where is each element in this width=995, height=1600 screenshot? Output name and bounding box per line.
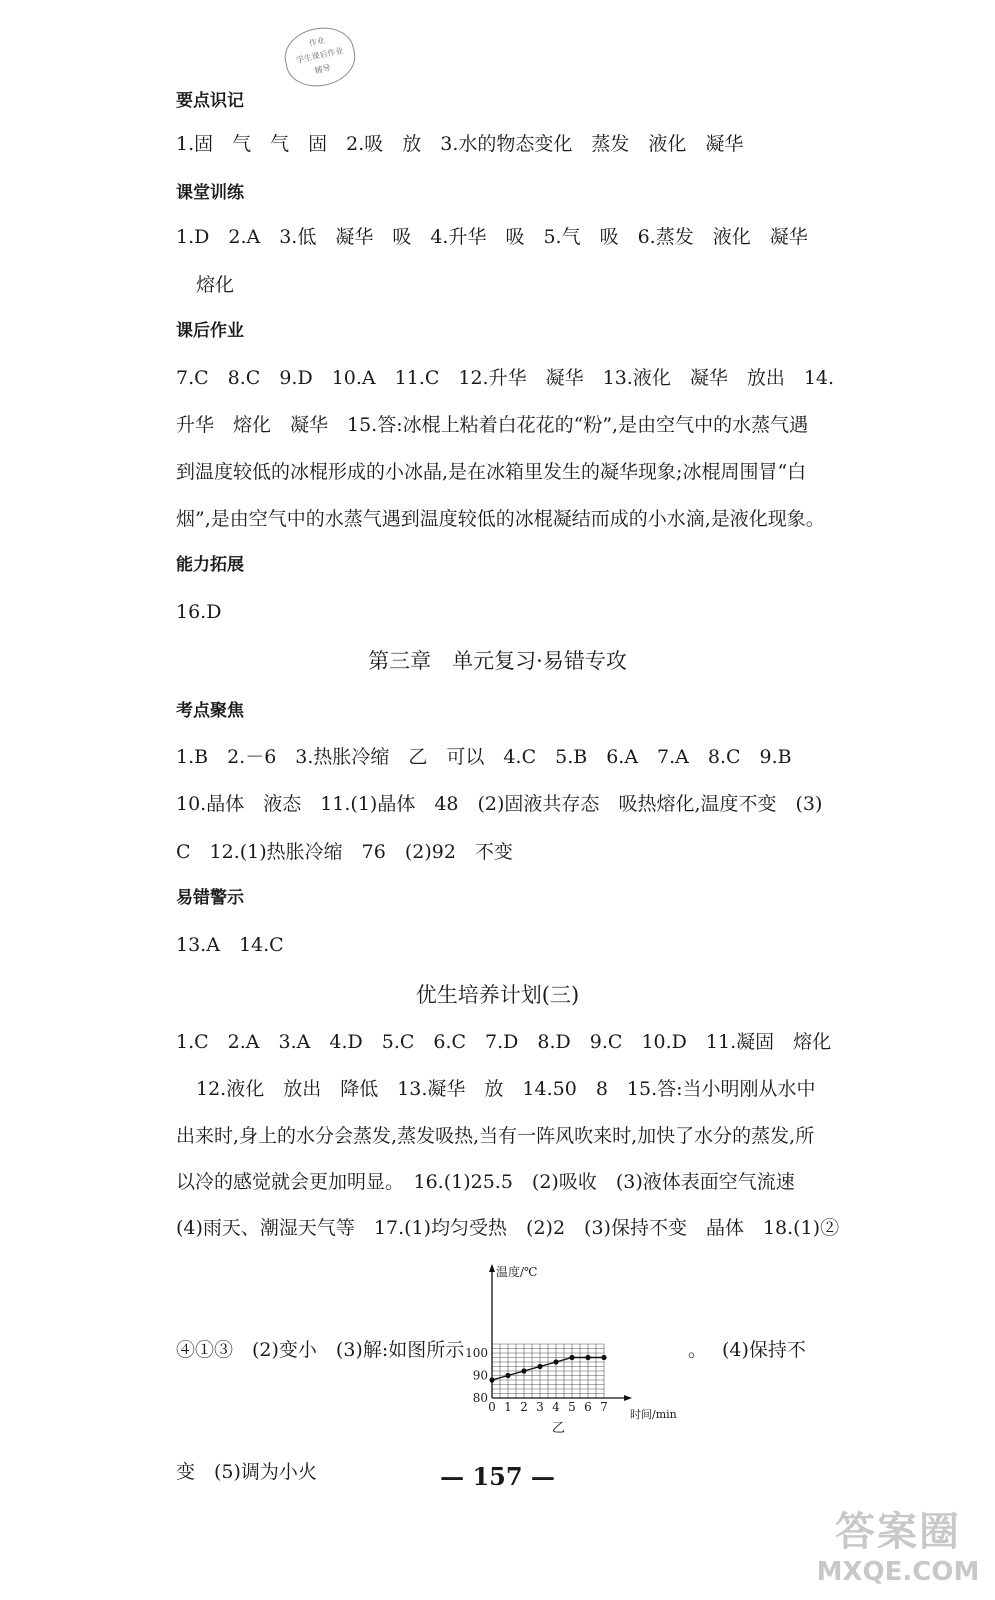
answer-line: 1.固 气 气 固 2.吸 放 3.水的物态变化 蒸发 液化 凝华: [176, 133, 744, 155]
answer-line: 变 (5)调为小火: [176, 1461, 317, 1483]
answer-line: (4)雨天、潮湿天气等 17.(1)均匀受热 (2)2 (3)保持不变 晶体 18.(1)②: [176, 1217, 840, 1239]
data-point: [505, 1373, 510, 1378]
answer-line: 13.A 14.C: [176, 934, 284, 956]
chart-x-axis-label: 时间/min: [630, 1408, 677, 1421]
x-tick-label: 7: [600, 1400, 608, 1414]
x-tick-label: 6: [584, 1400, 592, 1414]
answer-line: 到温度较低的冰棍形成的小冰晶,是在冰箱里发生的凝华现象;冰棍周围冒“白: [176, 461, 807, 483]
answer-line: 10.晶体 液态 11.(1)晶体 48 (2)固液共存态 吸热熔化,温度不变 (3): [176, 793, 823, 815]
heading-ability-extension: 能力拓展: [176, 555, 244, 575]
answer-line: 出来时,身上的水分会蒸发,蒸发吸热,当有一阵风吹来时,加快了水分的蒸发,所: [176, 1125, 815, 1147]
heading-homework: 课后作业: [176, 321, 244, 341]
x-tick-label: 3: [536, 1400, 544, 1414]
data-point: [569, 1355, 574, 1360]
data-point: [553, 1359, 558, 1364]
x-tick-label: 4: [552, 1400, 560, 1414]
answer-line: 升华 熔化 凝华 15.答:冰棍上粘着白花花的“粉”,是由空气中的水蒸气遇: [176, 414, 809, 436]
heading-error-warning: 易错警示: [176, 888, 244, 908]
plan-title: 优生培养计划(三): [415, 983, 580, 1007]
answer-line: 1.C 2.A 3.A 4.D 5.C 6.C 7.D 8.D 9.C 10.D 11.凝固 熔化: [176, 1031, 832, 1053]
temperature-time-chart: [462, 1262, 694, 1434]
stamp-line-2: 学生课后作业: [295, 46, 345, 65]
watermark-logo: [812, 1500, 984, 1592]
page-number: — 157 —: [440, 1462, 555, 1491]
answer-line: 16.D: [176, 601, 222, 623]
heading-key-focus: 考点聚焦: [176, 701, 244, 721]
y-tick-label: 100: [465, 1346, 488, 1360]
stamp-line-1: 作业: [308, 35, 326, 48]
answer-line: 12.液化 放出 降低 13.凝华 放 14.50 8 15.答:当小明刚从水中: [196, 1078, 816, 1100]
stamp-line-3: 辅导: [313, 63, 332, 76]
y-axis-arrow: [489, 1264, 495, 1272]
heading-class-training: 课堂训练: [176, 183, 244, 203]
answer-line: 熔化: [196, 274, 235, 296]
data-point: [537, 1364, 542, 1369]
answer-line: ④①③ (2)变小 (3)解:如图所示: [176, 1339, 465, 1361]
chapter-title: 第三章 单元复习·易错专攻: [368, 649, 627, 673]
watermark-domain: MXQE.COM: [816, 1557, 980, 1587]
data-point: [601, 1355, 606, 1360]
x-axis-arrow: [624, 1395, 632, 1401]
chart-axes: [489, 1264, 632, 1401]
x-tick-label: 0: [488, 1400, 496, 1414]
data-point: [585, 1355, 590, 1360]
data-point: [489, 1377, 494, 1382]
chart-grid: [492, 1344, 604, 1398]
answer-line-period: 。: [688, 1339, 708, 1361]
chart-y-axis-label: 温度/℃: [496, 1265, 538, 1279]
x-tick-label: 2: [520, 1400, 528, 1414]
x-tick-label: 5: [568, 1400, 576, 1414]
y-tick-label: 80: [472, 1391, 488, 1405]
heading-key-points: 要点识记: [176, 91, 244, 111]
answer-line: C 12.(1)热胀冷缩 76 (2)92 不变: [176, 841, 513, 863]
data-point: [521, 1368, 526, 1373]
watermark-chars: 答案圈: [835, 1509, 961, 1555]
answer-line-tail: (4)保持不: [722, 1339, 806, 1361]
answer-line: 1.D 2.A 3.低 凝华 吸 4.升华 吸 5.气 吸 6.蒸发 液化 凝华: [176, 226, 808, 248]
y-tick-label: 90: [472, 1368, 488, 1383]
answer-line: 7.C 8.C 9.D 10.A 11.C 12.升华 凝华 13.液化 凝华 放出 14.: [176, 367, 835, 389]
answer-line: 1.B 2.－6 3.热胀冷缩 乙 可以 4.C 5.B 6.A 7.A 8.C 9.B: [176, 746, 792, 768]
x-tick-label: 1: [504, 1400, 512, 1414]
answer-line: 以冷的感觉就会更加明显。 16.(1)25.5 (2)吸收 (3)液体表面空气流速: [176, 1171, 795, 1193]
chart-caption: 乙: [552, 1421, 566, 1434]
handwritten-stamp: [280, 21, 361, 92]
answer-line: 烟”,是由空气中的水蒸气遇到温度较低的冰棍凝结而成的小水滴,是液化现象。: [176, 508, 825, 530]
